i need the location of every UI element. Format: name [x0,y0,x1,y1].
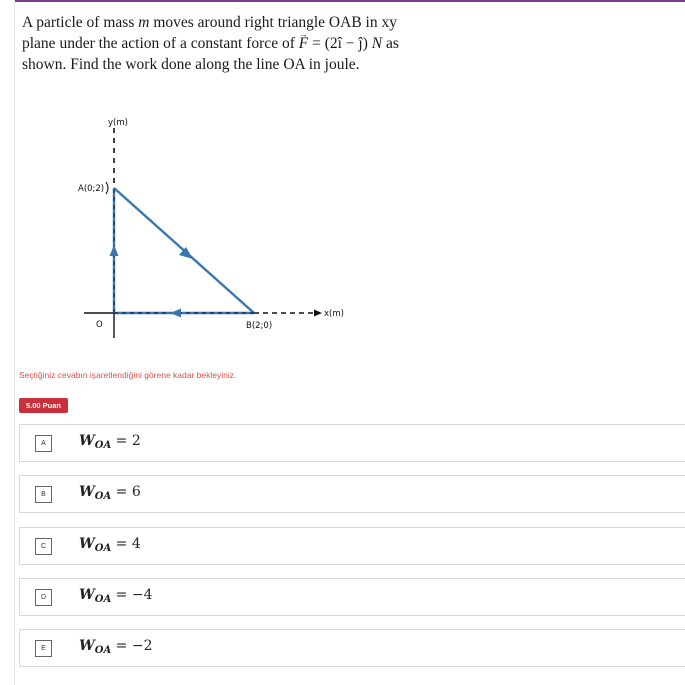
work-symbol: W [79,484,95,500]
option-d[interactable] [19,578,685,616]
points-badge: 5.00 Puan [19,398,68,413]
option-letter: B [35,486,52,503]
work-symbol: W [79,433,95,449]
option-value: = 4 [111,536,141,552]
option-answer [79,484,141,502]
option-value: = 2 [111,433,141,449]
work-subscript: OA [94,645,112,656]
y-axis-label: y(m) [108,118,128,128]
question-line3: shown. Find the work done along the line OA in joule. [22,56,360,73]
option-letter: E [35,640,52,657]
option-e[interactable] [19,629,685,667]
point-a-label: A(0;2) [78,184,105,194]
x-axis-label: x(m) [324,309,344,319]
work-symbol: W [79,638,95,654]
option-c[interactable] [19,527,685,565]
option-answer [79,587,153,605]
force-expression: = (2î − ĵ) [308,35,372,52]
point-a-mark [106,182,108,194]
work-subscript: OA [94,543,112,554]
option-answer [79,638,153,656]
top-accent-rule [14,0,685,2]
option-value: = 6 [111,484,141,500]
point-b-label: B(2;0) [246,321,273,331]
question-line2: plane under the action of a constant force of [22,35,295,52]
wait-message: Seçtiğiniz cevabın işaretlendiğini görene kadar bekleyiniz. [19,370,237,380]
triangle-diagram [76,110,366,350]
option-answer [79,433,141,451]
option-letter: D [35,589,52,606]
force-symbol: → F [299,35,308,52]
work-subscript: OA [94,491,112,502]
option-value: = −2 [111,638,153,654]
left-border [14,0,15,685]
mass-symbol: m [138,14,150,31]
option-letter: C [35,538,52,555]
question-line1-end: moves around right triangle OAB in xy [153,14,397,31]
work-symbol: W [79,587,95,603]
work-subscript: OA [94,594,112,605]
arrow-o-to-a [110,245,119,256]
question-line1: A particle of mass [22,14,135,31]
unit-symbol: N [371,35,383,52]
x-axis-arrowhead [314,310,322,317]
question-text [22,12,442,75]
origin-label: O [96,320,103,330]
work-subscript: OA [94,440,112,451]
option-letter: A [35,435,52,452]
work-symbol: W [79,536,95,552]
option-answer [79,536,141,554]
arrow-b-to-o [170,309,181,318]
option-b[interactable] [19,475,685,513]
question-line2-end: as [382,35,399,52]
option-value: = −4 [111,587,153,603]
option-a[interactable] [19,424,685,462]
